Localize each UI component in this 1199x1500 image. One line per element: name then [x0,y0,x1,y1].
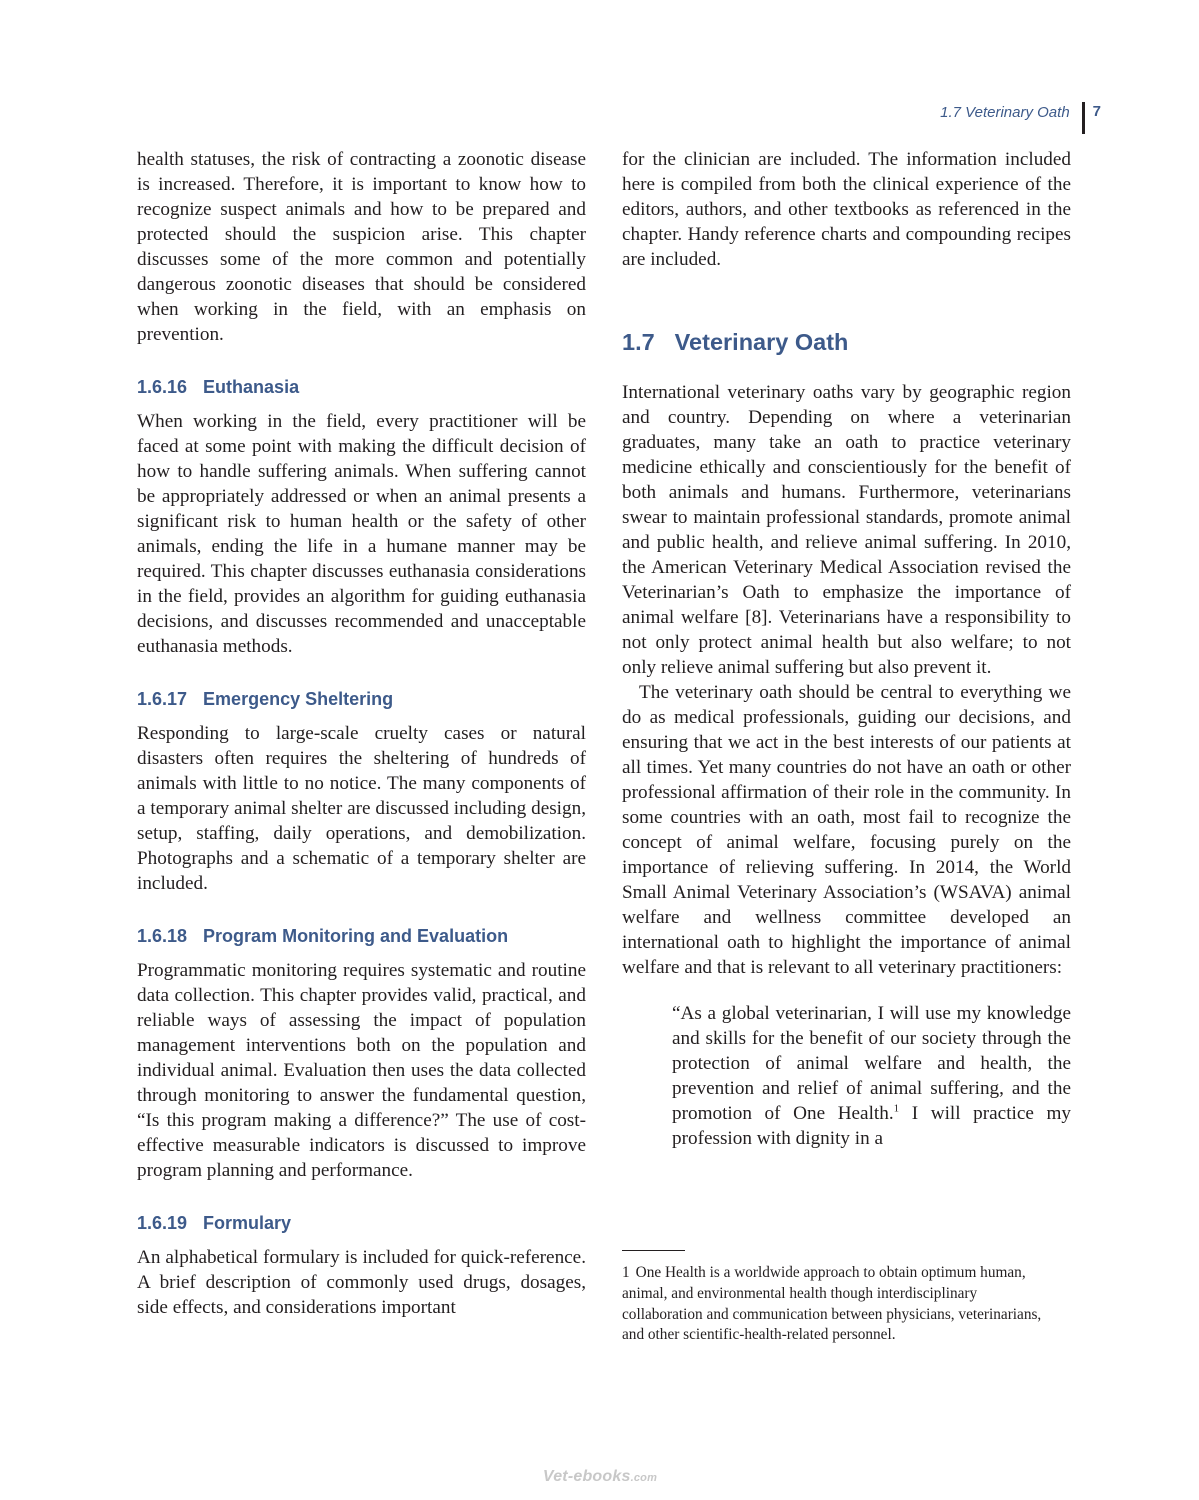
section-number: 1.6.19 [137,1213,188,1233]
oath-quote-part-1: “As a global veterinarian, I will use my knowledge and skills for the benefit of our society through the protection of animal welfare and health, the prevention and relief of animal suffering, and the promotion of One Health. [672,1003,1071,1124]
oath-quote [672,1001,1071,1151]
section-heading-program-monitoring [137,925,586,947]
section-title: Formulary [203,1213,292,1233]
running-head-divider [1082,102,1085,134]
intro-paragraph: health statuses, the risk of contracting a zoonotic disease is increased. Therefore, it is important to know how to recognize suspect animals and how to be prepared and protected should the suspicion arise. This chapter discusses some of the more common and potentially dangerous zoonotic diseases that should be considered when working in the field, with an emphasis on prevention. [137,149,586,345]
watermark-logo [538,1468,662,1486]
footnote-text: One Health is a worldwide approach to obtain optimum human, animal, and environmental health though interdisciplinary collaboration and communication between physicians, veterinarians, and other scientific-health-related personnel. [622,1264,1042,1344]
section-heading-emergency-sheltering [137,688,586,710]
section-number: 1.6.18 [137,926,188,946]
section-heading-formulary [137,1212,586,1234]
running-head [940,102,1101,132]
section-body-program-monitoring: Programmatic monitoring requires systematic and routine data collection. This chapter provides valid, practical, and reliable ways of assessing the impact of population management interventions both on the population and individual animal. Evaluation then uses the data collected through monitoring to answer the fundamental question, “Is this program making a difference?” The use of cost-effective measurable indicators is discussed to improve program planning and performance. [137,960,586,1181]
section-body-formulary: An alphabetical formulary is included for quick-reference. A brief description of commonly used drugs, dosages, side effects, and considerations important [137,1247,586,1318]
footnote-ref[interactable]: 1 [893,1102,900,1115]
section-title: Euthanasia [203,377,300,397]
footnote-number: 1 [622,1264,630,1281]
oath-quote-part-2: I will practice my profession with dignity in a [672,1103,1072,1149]
section-body-euthanasia: When working in the field, every practitioner will be faced at some point with making the difficult decision of how to handle suffering animals. When suffering cannot be appropriately addressed or when an animal presents a significant risk to human health or the safety of other animals, ending the life in a humane manner may be required. This chapter discusses euthanasia considerations in the field, provides an algorithm for guiding euthanasia decisions, and discusses recommended and unacceptable euthanasia methods. [137,411,586,657]
continuation-paragraph: for the clinician are included. The information included here is compiled from both the clinical experience of the editors, authors, and other textbooks as referenced in the chapter. Handy reference charts and compounding recipes are included. [622,149,1071,270]
watermark-main: Vet-ebooks [542,1468,631,1485]
section-title: Veterinary Oath [674,329,849,355]
running-head-section: 1.7 Veterinary Oath [940,104,1070,121]
footnote-divider [622,1250,685,1251]
oath-paragraph-2: The veterinary oath should be central to everything we do as medical professionals, guiding our decisions, and ensuring that we act in the best interests of our patients at all times. Yet many countries do not have an oath or other professional affirmation of their role in the community. In some countries with an oath, most fail to recognize the concept of animal welfare, focusing purely on the importance of relieving suffering. In 2014, the World Small Animal Veterinary Association’s (WSAVA) animal welfare and wellness committee developed an international oath to highlight the importance of animal welfare and that is relevant to all veterinary practitioners: [622,682,1071,978]
page-number: 7 [1092,103,1101,120]
section-number: 1.7 [622,329,655,355]
section-title: Program Monitoring and Evaluation [203,926,509,946]
footnote [622,1263,1052,1346]
left-column [137,147,586,1320]
section-heading-veterinary-oath [622,328,1071,356]
section-number: 1.6.17 [137,689,188,709]
section-number: 1.6.16 [137,377,188,397]
watermark-suffix: .com [630,1472,658,1484]
section-heading-euthanasia [137,376,586,398]
right-column [622,147,1071,1151]
section-title: Emergency Sheltering [203,689,394,709]
section-body-emergency-sheltering: Responding to large-scale cruelty cases or natural disasters often requires the sheltering of hundreds of animals with little to no notice. The many components of a temporary animal shelter are discussed including design, setup, staffing, daily operations, and demobilization. Photographs and a schematic of a temporary shelter are included. [137,723,586,894]
oath-paragraph-1: International veterinary oaths vary by geographic region and country. Depending on where a veterinarian graduates, many take an oath to practice veterinary medicine ethically and conscientiously for the benefit of both animals and humans. Furthermore, veterinarians swear to maintain professional standards, promote animal and public health, and relieve animal suffering. In 2010, the American Veterinary Medical Association revised the Veterinarian’s Oath to emphasize the importance of animal welfare [8]. Veterinarians have a responsibility to not only protect animal health but also welfare; to not only relieve animal suffering but also prevent it. [622,382,1071,678]
